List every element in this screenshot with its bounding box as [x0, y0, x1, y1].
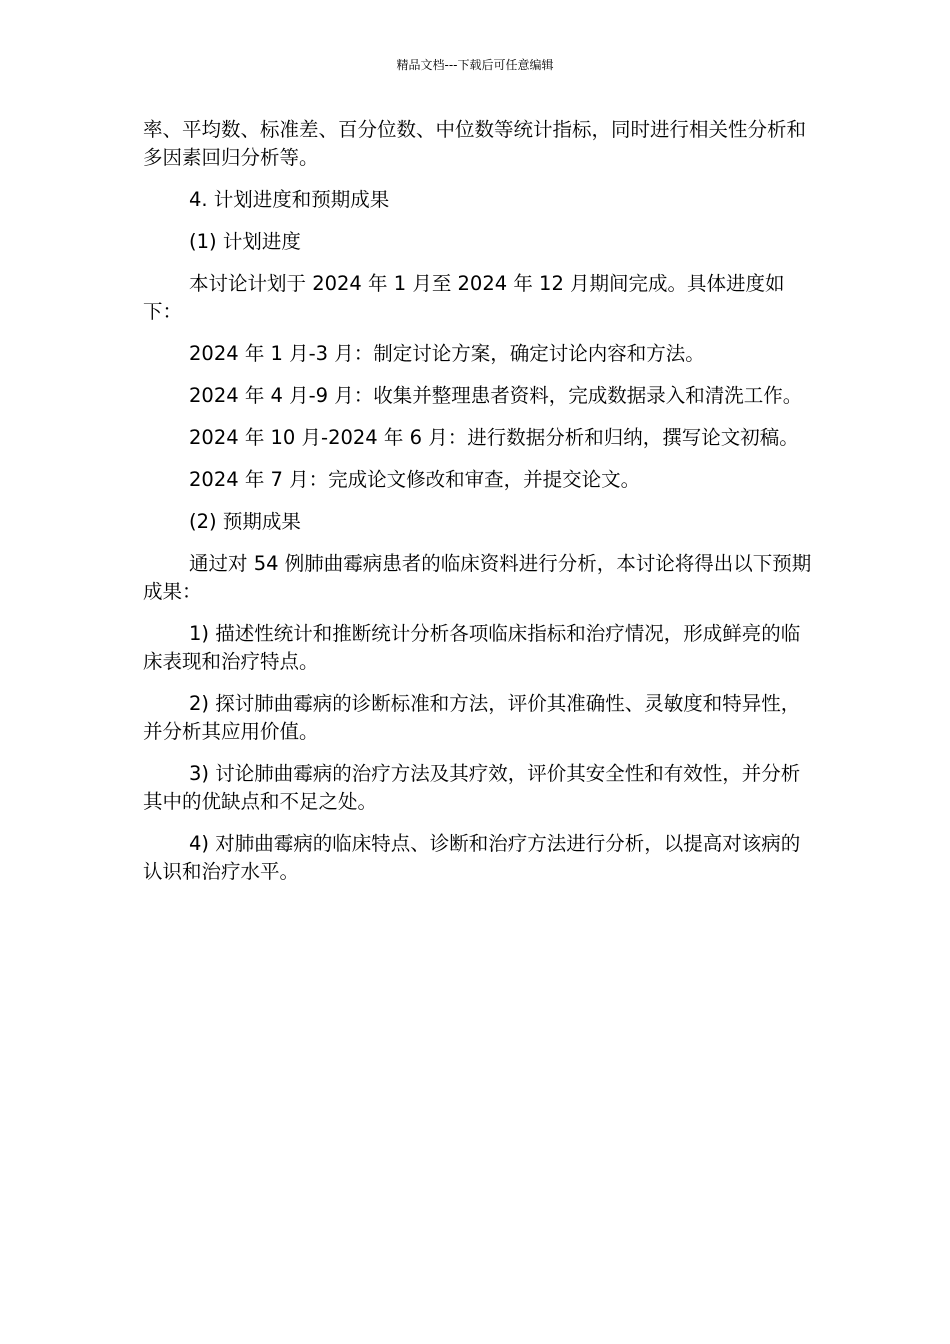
subheading-schedule: (1) 计划进度 [189, 230, 301, 253]
paragraph-schedule-intro: 本讨论计划于 2024 年 1 月至 2024 年 12 月期间完成。具体进度如下： [143, 272, 785, 323]
document-body [143, 116, 815, 900]
paragraph-statistics-continuation: 率、平均数、标准差、百分位数、中位数等统计指标，同时进行相关性分析和多因素回归分析等。 [143, 118, 807, 169]
subheading-expected-outcomes: (2) 预期成果 [189, 510, 301, 533]
paragraph-outcomes-intro: 通过对 54 例肺曲霉病患者的临床资料进行分析，本讨论将得出以下预期成果： [143, 552, 812, 603]
outcome-item-2: 2) 探讨肺曲霉病的诊断标准和方法，评价其准确性、灵敏度和特异性，并分析其应用价值。 [143, 692, 801, 743]
outcome-item-1: 1) 描述性统计和推断统计分析各项临床指标和治疗情况，形成鲜亮的临床表现和治疗特点。 [143, 622, 801, 673]
schedule-item-4: 2024 年 7 月：完成论文修改和审查，并提交论文。 [189, 468, 641, 491]
schedule-item-3: 2024 年 10 月-2024 年 6 月：进行数据分析和归纳，撰写论文初稿。 [189, 426, 799, 449]
outcome-item-3: 3) 讨论肺曲霉病的治疗方法及其疗效，评价其安全性和有效性，并分析其中的优缺点和不足之处。 [143, 762, 801, 813]
schedule-item-1: 2024 年 1 月-3 月：制定讨论方案，确定讨论内容和方法。 [189, 342, 705, 365]
page-header: 精品文档---下载后可任意编辑 [396, 58, 554, 72]
outcome-item-4: 4) 对肺曲霉病的临床特点、诊断和治疗方法进行分析，以提高对该病的认识和治疗水平。 [143, 832, 801, 883]
schedule-item-2: 2024 年 4 月-9 月：收集并整理患者资料，完成数据录入和清洗工作。 [189, 384, 803, 407]
section-heading-schedule-outcomes: 4. 计划进度和预期成果 [189, 188, 390, 211]
